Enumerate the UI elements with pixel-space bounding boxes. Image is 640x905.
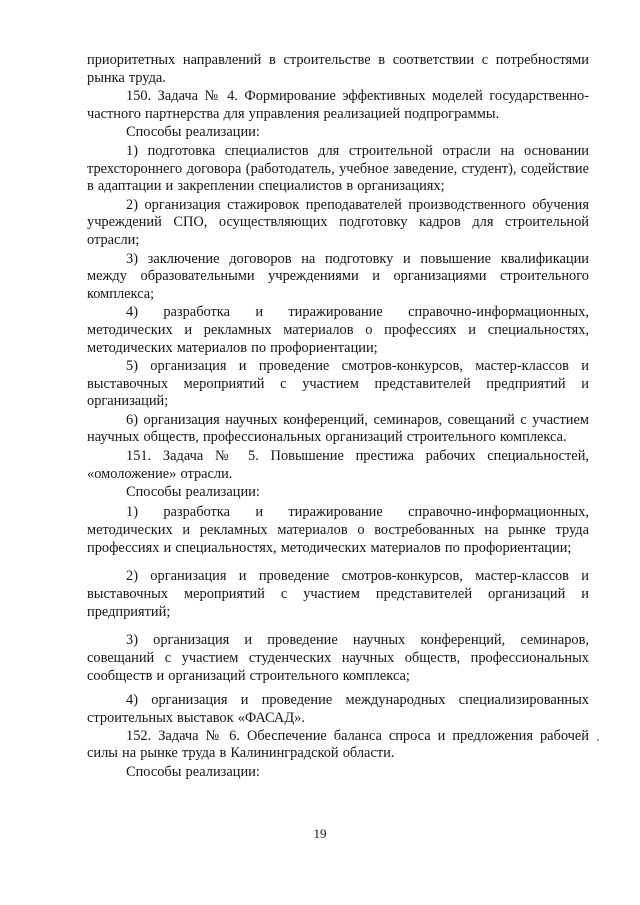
list-item: 4) разработка и тиражирование справочно-информационных, методических и рекламных материалов о профессиях и специальностях, методических материалов по профориентации; — [87, 304, 589, 356]
list-item: 1) разработка и тиражирование справочно-информационных, методических и рекламных материалов о востребованных на рынке труда профессиях и специальностях, методических материалов по профориентации; — [87, 503, 589, 556]
list-item: 3) организация и проведение научных конференций, семинаров, совещаний с участием студенческих научных обществ, профессиональных сообществ и организаций строительного комплекса; — [87, 631, 589, 684]
document-body — [87, 52, 589, 783]
page-number: 19 — [313, 826, 327, 841]
list-item: 5) организация и проведение смотров-конкурсов, мастер-классов и выставочных мероприятий с участием представителей предприятий и организаций; — [87, 358, 589, 410]
list-item: 6) организация научных конференций, семинаров, совещаний с участием научных обществ, профессиональных организаций строительного комплекса. — [87, 411, 589, 446]
scan-speck — [597, 739, 599, 741]
list-item: 2) организация стажировок преподавателей производственного обучения учреждений СПО, осуществляющих подготовку кадров для строительной отрасли; — [87, 196, 589, 248]
paragraph-task-5: 151. Задача № 5. Повышение престижа рабочих специальностей, «омоложение» отрасли. — [87, 448, 589, 482]
list-item: 2) организация и проведение смотров-конкурсов, мастер-классов и выставочных мероприятий с участием представителей организаций и предприятий; — [87, 567, 589, 620]
paragraph-task-6: 152. Задача № 6. Обеспечение баланса спроса и предложения рабочей силы на рынке труда в Калининградской области. — [87, 727, 589, 762]
list-item: 1) подготовка специалистов для строительной отрасли на основании трехстороннего договора (работодатель, учебное заведение, студент), содействие в адаптации и закреплении специалистов в организациях; — [87, 142, 589, 195]
paragraph-methods-heading: Способы реализации: — [126, 764, 260, 781]
paragraph-task-4: 150. Задача № 4. Формирование эффективных моделей государственно-частного партнерства для управления реализацией подпрограммы. — [87, 88, 589, 122]
paragraph-methods-heading: Способы реализации: — [126, 484, 260, 501]
paragraph-continuation: приоритетных направлений в строительстве в соответствии с потребностями рынка труда. — [87, 52, 589, 86]
paragraph-methods-heading: Способы реализации: — [126, 124, 260, 141]
list-item: 4) организация и проведение международных специализированных строительных выставок «ФАСАД». — [87, 691, 589, 726]
list-item: 3) заключение договоров на подготовку и повышение квалификации между образовательными учреждениями и организациями строительного комплекса; — [87, 250, 589, 302]
